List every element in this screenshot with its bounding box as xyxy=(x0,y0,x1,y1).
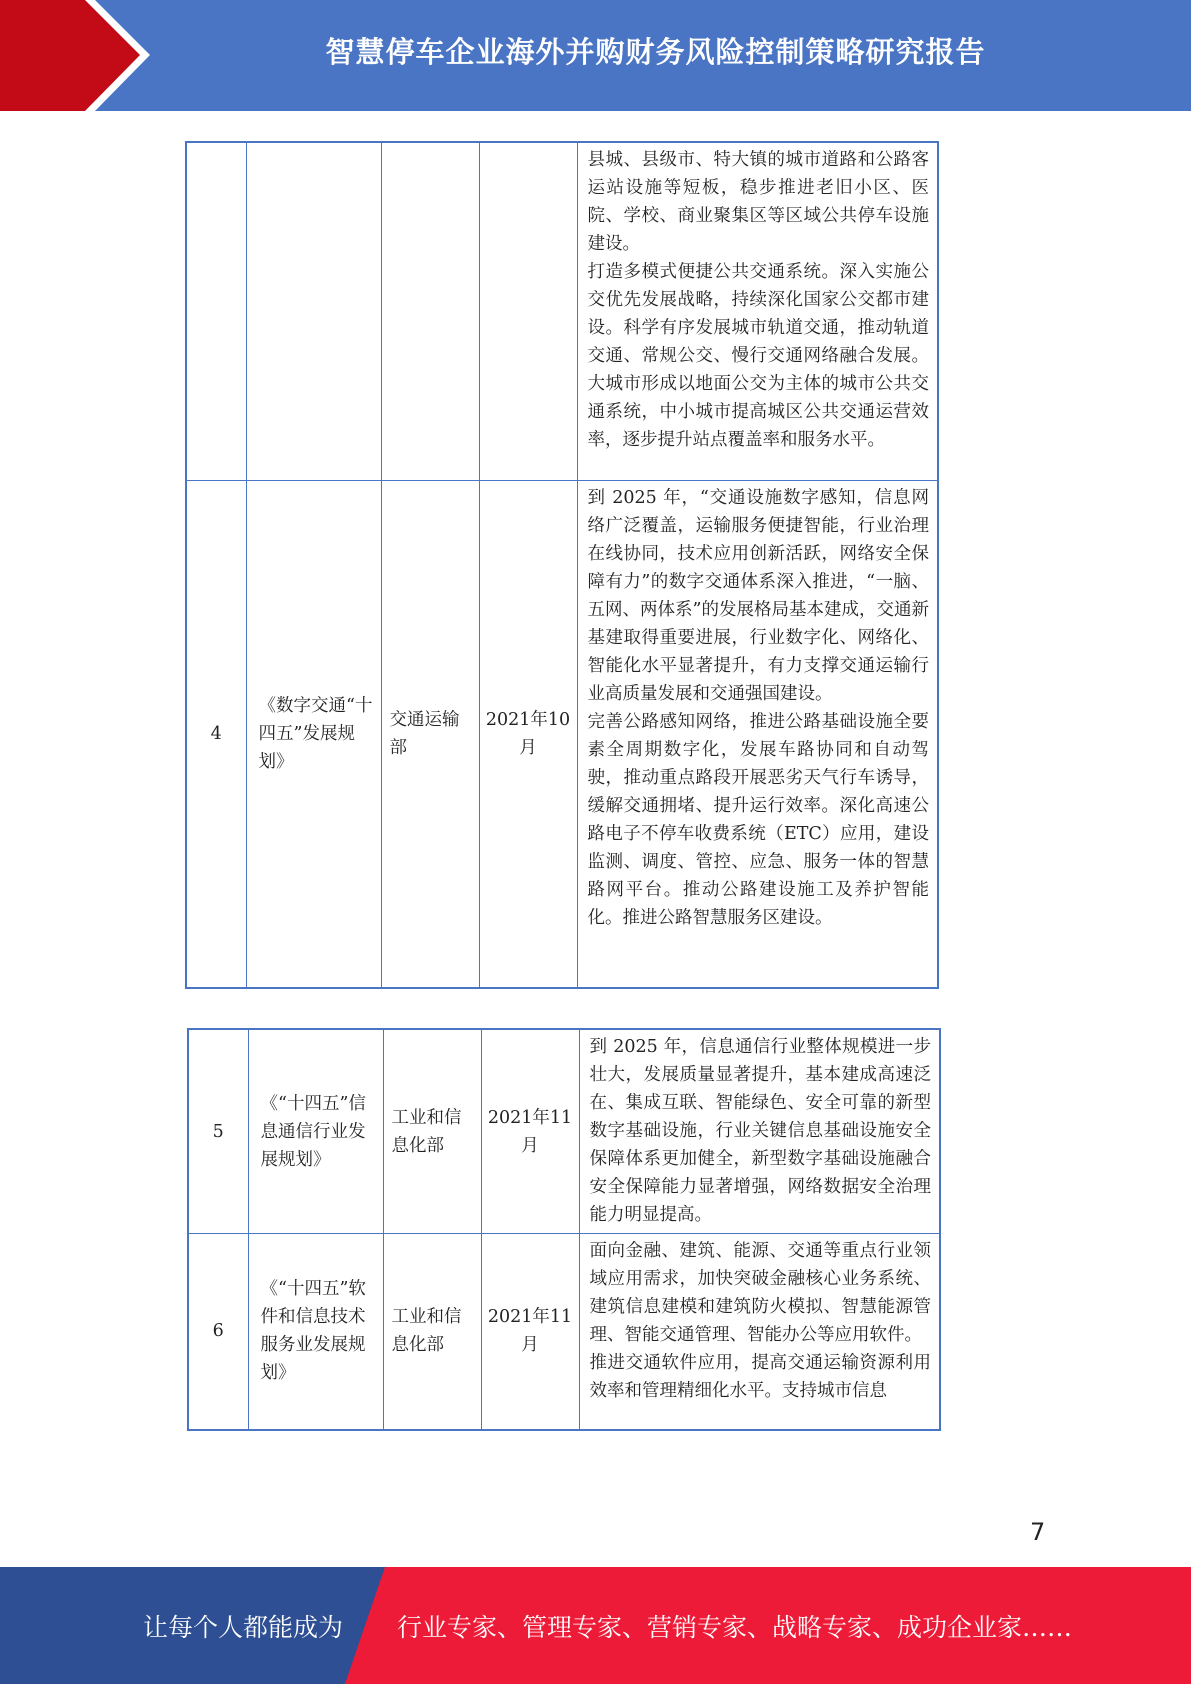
issue-date: 2021年11月 xyxy=(481,1029,579,1234)
content-paragraph: 完善公路感知网络，推进公路基础设施全要素全周期数字化，发展车路协同和自动驾驶，推动重点路段开展恶劣天气行车诱导，缓解交通拥堵、提升运行效率。深化高速公路电子不停车收费系统（ETC）应用，建设监测、调度、管控、应急、服务一体的智慧路网平台。推动公路建设施工及养护智能化。推进公路智慧服务区建设。 xyxy=(587,711,929,928)
policy-name: 《数字交通“十四五”发展规划》 xyxy=(246,480,381,988)
table-row xyxy=(188,1234,940,1430)
row-number: 6 xyxy=(188,1234,248,1430)
policy-table-1 xyxy=(185,141,939,989)
report-title: 智慧停车企业海外并购财务风险控制策略研究报告 xyxy=(325,34,986,69)
policy-content xyxy=(577,480,938,988)
content-paragraph: 到 2025 年，信息通信行业整体规模进一步壮大，发展质量显著提升，基本建成高速泛在、集成互联、智能绿色、安全可靠的新型数字基础设施，行业关键信息基础设施安全保障体系更加健全，新型数字基础设施融合安全保障能力显著增强，网络数据安全治理能力明显提高。 xyxy=(589,1037,931,1225)
content-paragraph: 推进交通软件应用，提高交通运输资源利用效率和管理精细化水平。支持城市信息 xyxy=(589,1353,931,1401)
content-paragraph: 打造多模式便捷公共交通系统。深入实施公交优先发展战略，持续深化国家公交都市建设。科学有序发展城市轨道交通，推动轨道交通、常规公交、慢行交通网络融合发展。大城市形成以地面公交为主体的城市公共交通系统，中小城市提高城区公共交通运营效率，逐步提升站点覆盖率和服务水平。 xyxy=(587,262,929,450)
table-row xyxy=(186,480,938,988)
policy-table-2 xyxy=(187,1028,941,1431)
issuing-department: 交通运输部 xyxy=(381,480,479,988)
header-chevron-icon xyxy=(0,0,140,111)
footer-slogan-right: 行业专家、管理专家、营销专家、战略专家、成功企业家…… xyxy=(397,1612,1073,1642)
footer-slogan-left: 让每个人都能成为 xyxy=(143,1612,344,1642)
row-number: 4 xyxy=(186,480,246,988)
report-header xyxy=(0,0,1191,111)
issue-date: 2021年11月 xyxy=(481,1234,579,1430)
policy-name xyxy=(246,142,381,480)
content-paragraph: 到 2025 年，“交通设施数字感知，信息网络广泛覆盖，运输服务便捷智能，行业治理在线协同，技术应用创新活跃，网络安全保障有力”的数字交通体系深入推进，“一脑、五网、两体系”的发展格局基本建成，交通新基建取得重要进展，行业数字化、网络化、智能化水平显著提升，有力支撑交通运输行业高质量发展和交通强国建设。 xyxy=(587,487,929,704)
policy-name: 《“十四五”软件和信息技术服务业发展规划》 xyxy=(248,1234,383,1430)
policy-content xyxy=(577,142,938,480)
content-paragraph: 面向金融、建筑、能源、交通等重点行业领域应用需求，加快突破金融核心业务系统、建筑信息建模和建筑防火模拟、智慧能源管理、智能交通管理、智能办公等应用软件。 xyxy=(589,1241,931,1345)
table-row xyxy=(186,142,938,480)
issuing-department xyxy=(381,142,479,480)
footer-banner xyxy=(0,1567,1191,1684)
page-number: 7 xyxy=(1030,1518,1046,1546)
issuing-department: 工业和信息化部 xyxy=(383,1234,481,1430)
row-number xyxy=(186,142,246,480)
issuing-department: 工业和信息化部 xyxy=(383,1029,481,1234)
row-number: 5 xyxy=(188,1029,248,1234)
issue-date xyxy=(479,142,577,480)
policy-content xyxy=(579,1234,940,1430)
content-paragraph: 县城、县级市、特大镇的城市道路和公路客运站设施等短板，稳步推进老旧小区、医院、学校、商业聚集区等区域公共停车设施建设。 xyxy=(587,150,929,254)
table-row xyxy=(188,1029,940,1234)
policy-content xyxy=(579,1029,940,1234)
issue-date: 2021年10月 xyxy=(479,480,577,988)
policy-name: 《“十四五”信息通信行业发展规划》 xyxy=(248,1029,383,1234)
